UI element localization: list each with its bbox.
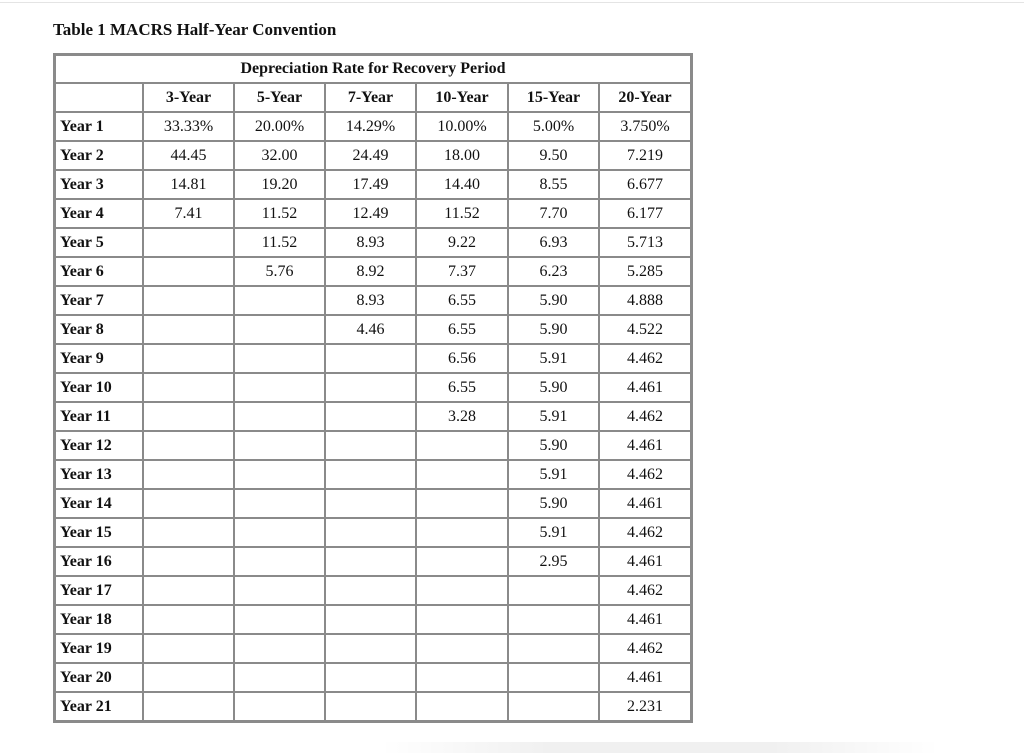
row-label: Year 17 — [55, 576, 143, 605]
rate-cell: 20.00% — [234, 112, 325, 141]
rate-cell: 4.46 — [325, 315, 416, 344]
rate-cell: 4.522 — [599, 315, 691, 344]
table-caption: Table 1 MACRS Half-Year Convention — [53, 20, 337, 39]
rate-cell: 10.00% — [416, 112, 508, 141]
rate-cell: 11.52 — [234, 199, 325, 228]
row-label: Year 8 — [55, 315, 143, 344]
rate-cell: 32.00 — [234, 141, 325, 170]
rate-cell — [416, 547, 508, 576]
rate-cell — [143, 286, 234, 315]
rate-cell — [234, 431, 325, 460]
rate-cell: 33.33% — [143, 112, 234, 141]
row-label: Year 15 — [55, 518, 143, 547]
table-row — [55, 692, 691, 721]
rate-cell: 6.56 — [416, 344, 508, 373]
rate-cell: 8.55 — [508, 170, 599, 199]
rate-cell: 4.461 — [599, 431, 691, 460]
group-header-row — [55, 55, 691, 83]
rate-cell: 5.90 — [508, 373, 599, 402]
rate-cell — [143, 460, 234, 489]
rate-cell — [416, 634, 508, 663]
rate-cell — [416, 692, 508, 721]
column-header-empty — [55, 83, 143, 112]
table-row — [55, 460, 691, 489]
rate-cell: 6.177 — [599, 199, 691, 228]
rate-cell: 6.55 — [416, 373, 508, 402]
rate-cell: 14.29% — [325, 112, 416, 141]
table-row — [55, 489, 691, 518]
macrs-table — [53, 53, 693, 723]
column-header: 3-Year — [143, 83, 234, 112]
top-divider — [0, 2, 1024, 3]
rate-cell: 3.28 — [416, 402, 508, 431]
rate-cell: 4.462 — [599, 576, 691, 605]
rate-cell: 6.93 — [508, 228, 599, 257]
row-label: Year 7 — [55, 286, 143, 315]
rate-cell: 18.00 — [416, 141, 508, 170]
rate-cell: 4.462 — [599, 634, 691, 663]
rate-cell: 5.90 — [508, 286, 599, 315]
rate-cell: 4.462 — [599, 344, 691, 373]
rate-cell — [143, 576, 234, 605]
rate-cell — [143, 402, 234, 431]
row-label: Year 6 — [55, 257, 143, 286]
table-body — [55, 112, 691, 721]
rate-cell — [325, 518, 416, 547]
rate-cell: 3.750% — [599, 112, 691, 141]
column-header: 7-Year — [325, 83, 416, 112]
rate-cell: 11.52 — [234, 228, 325, 257]
rate-cell — [234, 402, 325, 431]
rate-cell: 6.23 — [508, 257, 599, 286]
column-header: 15-Year — [508, 83, 599, 112]
rate-cell — [234, 634, 325, 663]
rate-cell: 5.76 — [234, 257, 325, 286]
rate-cell: 8.93 — [325, 286, 416, 315]
rate-cell — [143, 373, 234, 402]
rate-cell: 7.41 — [143, 199, 234, 228]
rate-cell — [234, 576, 325, 605]
row-label: Year 4 — [55, 199, 143, 228]
rate-cell: 9.22 — [416, 228, 508, 257]
group-header: Depreciation Rate for Recovery Period — [55, 55, 691, 83]
rate-cell: 8.93 — [325, 228, 416, 257]
rate-cell: 14.81 — [143, 170, 234, 199]
table-row — [55, 112, 691, 141]
rate-cell: 44.45 — [143, 141, 234, 170]
table-row — [55, 170, 691, 199]
rate-cell — [234, 489, 325, 518]
table-row — [55, 199, 691, 228]
column-header: 10-Year — [416, 83, 508, 112]
rate-cell: 7.37 — [416, 257, 508, 286]
table-row — [55, 228, 691, 257]
row-label: Year 19 — [55, 634, 143, 663]
rate-cell: 5.90 — [508, 315, 599, 344]
row-label: Year 10 — [55, 373, 143, 402]
rate-cell — [234, 315, 325, 344]
rate-cell — [143, 344, 234, 373]
table-row — [55, 576, 691, 605]
table-row — [55, 634, 691, 663]
table-row — [55, 663, 691, 692]
rate-cell: 4.888 — [599, 286, 691, 315]
rate-cell — [416, 518, 508, 547]
table-row — [55, 141, 691, 170]
rate-cell — [325, 634, 416, 663]
rate-cell: 7.70 — [508, 199, 599, 228]
rate-cell — [143, 692, 234, 721]
rate-cell — [143, 257, 234, 286]
row-label: Year 11 — [55, 402, 143, 431]
row-label: Year 20 — [55, 663, 143, 692]
rate-cell: 5.90 — [508, 489, 599, 518]
rate-cell — [234, 692, 325, 721]
table-row — [55, 547, 691, 576]
rate-cell — [143, 489, 234, 518]
rate-cell: 4.462 — [599, 518, 691, 547]
rate-cell — [234, 286, 325, 315]
row-label: Year 14 — [55, 489, 143, 518]
rate-cell — [325, 431, 416, 460]
rate-cell: 4.461 — [599, 605, 691, 634]
row-label: Year 16 — [55, 547, 143, 576]
rate-cell: 6.55 — [416, 286, 508, 315]
rate-cell — [234, 344, 325, 373]
page-shadow — [380, 742, 940, 753]
rate-cell: 5.91 — [508, 460, 599, 489]
rate-cell — [234, 460, 325, 489]
rate-cell — [325, 460, 416, 489]
table-row — [55, 518, 691, 547]
rate-cell: 4.462 — [599, 460, 691, 489]
rate-cell — [325, 547, 416, 576]
rate-cell: 4.462 — [599, 402, 691, 431]
rate-cell — [416, 605, 508, 634]
rate-cell: 6.55 — [416, 315, 508, 344]
rate-cell — [234, 547, 325, 576]
rate-cell — [234, 663, 325, 692]
rate-cell — [416, 431, 508, 460]
rate-cell — [325, 373, 416, 402]
table-row — [55, 605, 691, 634]
rate-cell — [416, 663, 508, 692]
column-header: 20-Year — [599, 83, 691, 112]
rate-cell — [508, 663, 599, 692]
row-label: Year 13 — [55, 460, 143, 489]
table-row — [55, 431, 691, 460]
row-label: Year 1 — [55, 112, 143, 141]
table-row — [55, 315, 691, 344]
row-label: Year 21 — [55, 692, 143, 721]
table-row — [55, 373, 691, 402]
rate-cell — [143, 228, 234, 257]
rate-cell: 5.91 — [508, 518, 599, 547]
rate-cell — [143, 605, 234, 634]
rate-cell — [325, 663, 416, 692]
table-row — [55, 286, 691, 315]
row-label: Year 3 — [55, 170, 143, 199]
table-row — [55, 257, 691, 286]
rate-cell — [508, 692, 599, 721]
row-label: Year 5 — [55, 228, 143, 257]
rate-cell — [325, 605, 416, 634]
rate-cell: 24.49 — [325, 141, 416, 170]
row-label: Year 12 — [55, 431, 143, 460]
rate-cell — [325, 692, 416, 721]
rate-cell — [508, 576, 599, 605]
rate-cell — [416, 460, 508, 489]
rate-cell — [325, 344, 416, 373]
rate-cell: 4.461 — [599, 547, 691, 576]
rate-cell: 5.91 — [508, 402, 599, 431]
rate-cell: 5.91 — [508, 344, 599, 373]
rate-cell: 2.95 — [508, 547, 599, 576]
column-header-row — [55, 83, 691, 112]
rate-cell — [325, 576, 416, 605]
rate-cell — [234, 605, 325, 634]
rate-cell: 9.50 — [508, 141, 599, 170]
rate-cell: 5.00% — [508, 112, 599, 141]
rate-cell: 2.231 — [599, 692, 691, 721]
rate-cell: 14.40 — [416, 170, 508, 199]
column-header: 5-Year — [234, 83, 325, 112]
rate-cell: 7.219 — [599, 141, 691, 170]
rate-cell — [234, 518, 325, 547]
rate-cell — [143, 634, 234, 663]
rate-cell — [143, 315, 234, 344]
rate-cell: 11.52 — [416, 199, 508, 228]
rate-cell — [143, 518, 234, 547]
rate-cell: 6.677 — [599, 170, 691, 199]
row-label: Year 2 — [55, 141, 143, 170]
rate-cell: 5.285 — [599, 257, 691, 286]
rate-cell: 4.461 — [599, 373, 691, 402]
rate-cell — [508, 634, 599, 663]
rate-cell — [416, 576, 508, 605]
table-row — [55, 344, 691, 373]
rate-cell: 17.49 — [325, 170, 416, 199]
table-row — [55, 402, 691, 431]
rate-cell — [143, 431, 234, 460]
rate-cell — [416, 489, 508, 518]
rate-cell — [143, 663, 234, 692]
rate-cell — [234, 373, 325, 402]
rate-cell — [143, 547, 234, 576]
rate-cell: 4.461 — [599, 663, 691, 692]
rate-cell — [325, 402, 416, 431]
rate-cell: 8.92 — [325, 257, 416, 286]
rate-cell — [325, 489, 416, 518]
rate-cell: 4.461 — [599, 489, 691, 518]
rate-cell: 5.90 — [508, 431, 599, 460]
rate-cell: 19.20 — [234, 170, 325, 199]
rate-cell — [508, 605, 599, 634]
row-label: Year 18 — [55, 605, 143, 634]
row-label: Year 9 — [55, 344, 143, 373]
rate-cell: 12.49 — [325, 199, 416, 228]
rate-cell: 5.713 — [599, 228, 691, 257]
